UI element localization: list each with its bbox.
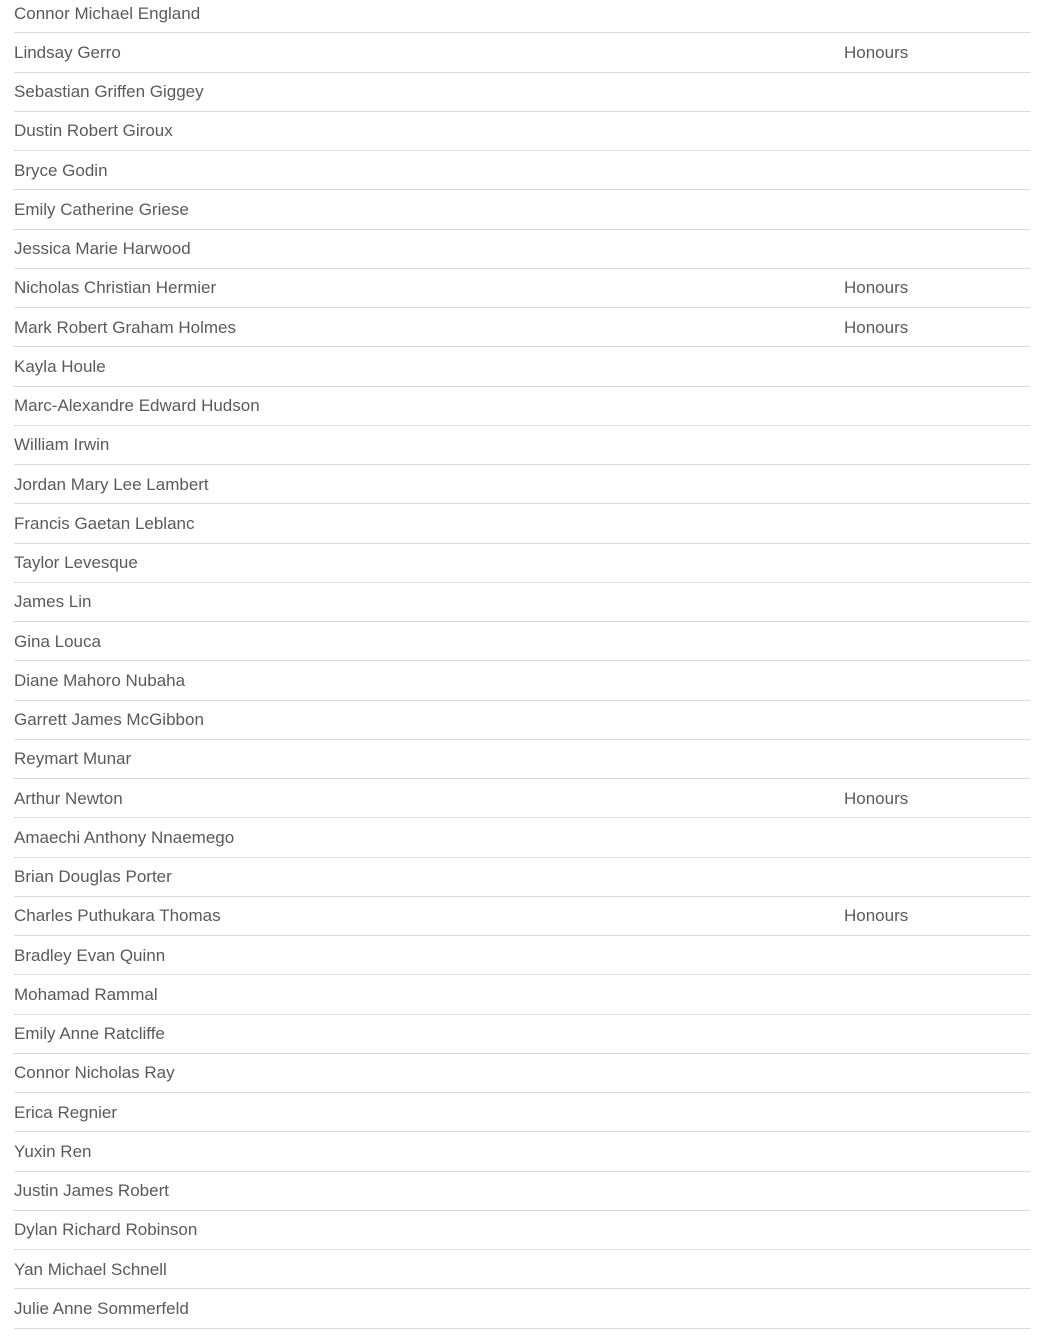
graduate-distinction: [844, 975, 1030, 1014]
table-row: [14, 72, 1030, 111]
graduate-name: Arthur Newton: [14, 779, 844, 818]
graduate-distinction: [844, 1171, 1030, 1210]
table-row: [14, 111, 1030, 150]
graduate-name: Marc-Alexandre Edward Hudson: [14, 386, 844, 425]
table-row: [14, 700, 1030, 739]
graduate-distinction: Honours: [844, 896, 1030, 935]
table-row: [14, 896, 1030, 935]
graduate-distinction: [844, 1210, 1030, 1249]
table-row: [14, 229, 1030, 268]
graduate-name: Jordan Mary Lee Lambert: [14, 465, 844, 504]
graduate-name: Dylan Richard Robinson: [14, 1210, 844, 1249]
graduate-distinction: [844, 1053, 1030, 1092]
graduate-name: Dustin Robert Giroux: [14, 111, 844, 150]
table-row: [14, 739, 1030, 778]
graduate-name: Amaechi Anthony Nnaemego: [14, 818, 844, 857]
graduate-name: Yuxin Ren: [14, 1132, 844, 1171]
graduate-distinction: [844, 1289, 1030, 1328]
table-row: [14, 582, 1030, 621]
graduate-distinction: [844, 936, 1030, 975]
graduate-name: Connor Michael England: [14, 0, 844, 33]
graduate-distinction: [844, 700, 1030, 739]
graduate-name: Yan Michael Schnell: [14, 1250, 844, 1289]
table-row: [14, 936, 1030, 975]
table-row: [14, 1132, 1030, 1171]
table-row: [14, 661, 1030, 700]
graduate-name: Reymart Munar: [14, 739, 844, 778]
graduate-name: Gina Louca: [14, 622, 844, 661]
graduate-name: Jessica Marie Harwood: [14, 229, 844, 268]
graduate-name: Lindsay Gerro: [14, 33, 844, 72]
graduate-name: Garrett James McGibbon: [14, 700, 844, 739]
graduate-distinction: Honours: [844, 33, 1030, 72]
graduate-name: Mohamad Rammal: [14, 975, 844, 1014]
graduate-distinction: [844, 190, 1030, 229]
table-row: [14, 386, 1030, 425]
graduate-distinction: [844, 111, 1030, 150]
table-row: [14, 151, 1030, 190]
table-row: [14, 1210, 1030, 1249]
graduate-name: Nicholas Christian Hermier: [14, 268, 844, 307]
graduate-name: Sebastian Griffen Giggey: [14, 72, 844, 111]
graduate-distinction: Honours: [844, 779, 1030, 818]
table-row: [14, 504, 1030, 543]
table-row: [14, 465, 1030, 504]
table-row: [14, 543, 1030, 582]
graduate-name: James Lin: [14, 582, 844, 621]
graduate-distinction: [844, 425, 1030, 464]
graduate-distinction: [844, 151, 1030, 190]
graduate-distinction: [844, 622, 1030, 661]
graduate-name: Mark Robert Graham Holmes: [14, 308, 844, 347]
graduate-name: Emily Catherine Griese: [14, 190, 844, 229]
graduate-name: Charles Puthukara Thomas: [14, 896, 844, 935]
graduate-name: Erica Regnier: [14, 1093, 844, 1132]
graduate-name: Connor Nicholas Ray: [14, 1053, 844, 1092]
graduate-distinction: [844, 347, 1030, 386]
graduate-distinction: [844, 543, 1030, 582]
graduate-distinction: [844, 1250, 1030, 1289]
graduate-distinction: [844, 386, 1030, 425]
graduate-distinction: [844, 72, 1030, 111]
table-row: [14, 857, 1030, 896]
graduate-name: Justin James Robert: [14, 1171, 844, 1210]
table-row: [14, 1014, 1030, 1053]
graduate-name: Julie Anne Sommerfeld: [14, 1289, 844, 1328]
table-row: [14, 190, 1030, 229]
graduate-name: William Irwin: [14, 425, 844, 464]
table-row: [14, 425, 1030, 464]
graduate-distinction: [844, 857, 1030, 896]
table-row: [14, 308, 1030, 347]
table-row: [14, 1093, 1030, 1132]
graduates-table-body: [14, 0, 1030, 1328]
graduate-distinction: [844, 582, 1030, 621]
graduate-name: Bryce Godin: [14, 151, 844, 190]
graduate-distinction: [844, 504, 1030, 543]
table-row: [14, 0, 1030, 33]
graduate-distinction: Honours: [844, 308, 1030, 347]
graduate-distinction: [844, 739, 1030, 778]
table-row: [14, 1053, 1030, 1092]
table-row: [14, 622, 1030, 661]
graduate-name: Taylor Levesque: [14, 543, 844, 582]
graduate-distinction: [844, 1132, 1030, 1171]
graduate-distinction: [844, 0, 1030, 33]
table-row: [14, 1250, 1030, 1289]
graduate-name: Brian Douglas Porter: [14, 857, 844, 896]
table-row: [14, 1171, 1030, 1210]
graduate-distinction: Honours: [844, 268, 1030, 307]
graduate-name: Bradley Evan Quinn: [14, 936, 844, 975]
graduate-distinction: [844, 1014, 1030, 1053]
table-row: [14, 347, 1030, 386]
graduate-name: Francis Gaetan Leblanc: [14, 504, 844, 543]
graduate-name: Diane Mahoro Nubaha: [14, 661, 844, 700]
graduate-distinction: [844, 818, 1030, 857]
graduate-distinction: [844, 661, 1030, 700]
table-row: [14, 975, 1030, 1014]
table-row: [14, 33, 1030, 72]
table-row: [14, 1289, 1030, 1328]
graduate-name: Emily Anne Ratcliffe: [14, 1014, 844, 1053]
graduate-name: Kayla Houle: [14, 347, 844, 386]
graduate-distinction: [844, 229, 1030, 268]
graduate-distinction: [844, 1093, 1030, 1132]
table-row: [14, 268, 1030, 307]
graduate-distinction: [844, 465, 1030, 504]
graduates-table: [14, 0, 1030, 1329]
table-row: [14, 818, 1030, 857]
table-row: [14, 779, 1030, 818]
